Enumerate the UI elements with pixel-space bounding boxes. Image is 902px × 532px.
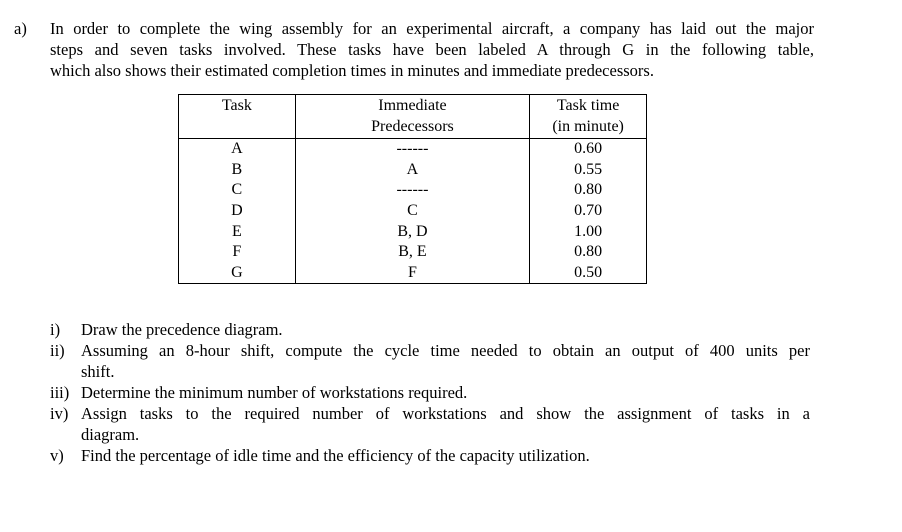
subquestion-text: Assign tasks to the required number of workstations and show the assignment of tasks in a: [81, 404, 810, 423]
subquestion-number: iii): [50, 383, 70, 402]
subquestion-text: Determine the minimum number of workstations required.: [81, 383, 468, 402]
predecessor-cell: ------: [396, 181, 429, 199]
subquestion-i: [50, 319, 810, 340]
question-line: which also shows their estimated completion times in minutes and immediate predecessors.: [50, 61, 654, 80]
task-column: [179, 139, 296, 284]
subquestion-text: Draw the precedence diagram.: [81, 320, 283, 339]
predecessor-cell: B, D: [397, 222, 428, 240]
subquestion-text: Find the percentage of idle time and the efficiency of the capacity utilization.: [81, 446, 590, 465]
time-cell: 0.55: [574, 160, 603, 178]
task-cell: E: [231, 222, 242, 240]
question-line: steps and seven tasks involved. These tasks have been labeled A through G in the following table,: [50, 40, 814, 59]
predecessor-cell: C: [407, 201, 418, 219]
predecessor-column: [295, 139, 530, 284]
subquestion-text: Assuming an 8-hour shift, compute the cycle time needed to obtain an output of 400 units per: [81, 341, 810, 360]
subquestion-text: shift.: [81, 362, 115, 381]
question-label: a): [14, 19, 27, 38]
subquestion-number: i): [50, 320, 61, 339]
task-table: [178, 94, 647, 284]
subquestion-number: ii): [50, 341, 65, 360]
table-header-row: [179, 95, 647, 139]
header-task: Task: [179, 95, 296, 139]
time-cell: 0.50: [574, 263, 603, 281]
time-cell: 0.80: [574, 181, 603, 199]
header-task-time: Task time (in minute): [530, 95, 647, 139]
subquestion-v: [50, 445, 810, 466]
subquestion-number: iv): [50, 404, 69, 423]
predecessor-cell: ------: [396, 140, 429, 158]
subquestion-number: v): [50, 446, 64, 465]
task-cell: C: [231, 181, 243, 199]
question-line: In order to complete the wing assembly for an experimental aircraft, a company has laid out the major: [50, 19, 814, 38]
predecessor-cell: F: [408, 263, 417, 281]
subquestion-iv: [50, 403, 810, 445]
time-cell: 0.80: [574, 243, 603, 261]
task-cell: F: [232, 243, 242, 261]
subquestion-ii: [50, 340, 810, 382]
time-cell: 0.70: [574, 201, 603, 219]
time-cell: 1.00: [574, 222, 603, 240]
predecessor-cell: A: [406, 160, 419, 178]
subquestion-list: [50, 319, 810, 466]
task-cell: B: [231, 160, 243, 178]
subquestion-text: diagram.: [81, 425, 140, 444]
question-text: [50, 18, 814, 81]
time-column: [530, 139, 647, 284]
task-cell: G: [231, 263, 243, 281]
predecessor-cell: B, E: [398, 243, 427, 261]
time-cell: 0.60: [574, 140, 603, 158]
task-cell: D: [231, 201, 243, 219]
header-predecessors: Immediate Predecessors: [295, 95, 530, 139]
table-body: [179, 139, 647, 284]
subquestion-iii: [50, 382, 810, 403]
task-cell: A: [231, 140, 243, 158]
